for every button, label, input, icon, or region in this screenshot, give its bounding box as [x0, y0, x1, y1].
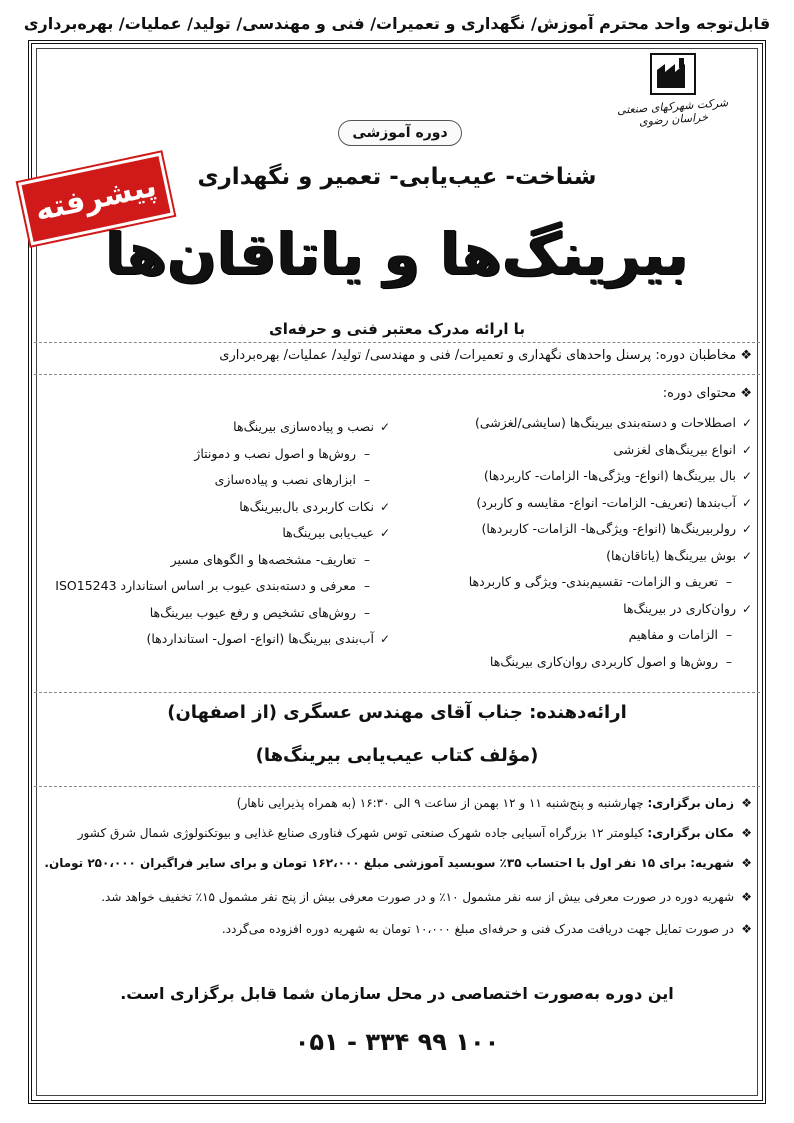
inhouse-note: این دوره به‌صورت اختصاصی در محل سازمان شما قابل برگزاری است.	[120, 984, 674, 1003]
content-item	[44, 416, 390, 443]
diamond-bullet-icon: ❖	[736, 386, 752, 401]
content-item-text: الزامات و مفاهیم	[628, 627, 718, 642]
presenter: ارائه‌دهنده: جناب آقای مهندس عسگری (از اصفهان)	[167, 702, 627, 723]
check-icon: ✓	[379, 499, 390, 514]
diamond-bullet-icon: ❖	[736, 348, 752, 363]
diamond-bullet-icon: ❖	[741, 922, 752, 936]
content-item-text: رولربیرینگ‌ها (انواع- ویژگی‌ها- الزامات- کاربردها)	[481, 521, 736, 536]
flyer-frame	[28, 40, 766, 1104]
content-item	[412, 518, 752, 545]
content-item	[412, 492, 752, 519]
check-icon: ✓	[379, 420, 390, 434]
content-item-text: روش‌ها و اصول نصب و دمونتاژ	[194, 445, 356, 461]
dash-icon: –	[726, 654, 732, 669]
content-item	[412, 651, 752, 678]
content-item	[412, 412, 752, 439]
check-icon: ✓	[741, 442, 752, 457]
dash-icon: –	[726, 628, 732, 642]
dash-icon: –	[364, 473, 370, 487]
content-item	[44, 496, 390, 523]
info-discount: ❖شهریه دوره در صورت معرفی بیش از سه نفر مشمول ۱۰٪ و در صورت معرفی بیش از پنج نفر مشمول ۱۵٪ تخفیف خواهد شد.	[101, 890, 752, 904]
certificate-note: با ارائه مدرک معتبر فنی و حرفه‌ای	[269, 320, 525, 338]
course-subtitle: شناخت- عیب‌یابی- تعمیر و نگهداری	[197, 164, 597, 190]
dash-icon: –	[726, 575, 732, 589]
info-place: ❖مکان برگزاری: کیلومتر ۱۲ بزرگراه آسیایی جاده شهرک صنعتی توس شهرک فناوری صنایع غذایی و بیوتکنولوژی شمال شرق کشور	[77, 826, 752, 840]
content-item-text: نکات کاربردی بال‌بیرینگ‌ها	[239, 498, 374, 514]
content-item-text: بال بیرینگ‌ها (انواع- ویژگی‌ها- الزامات- کاربردها)	[483, 468, 736, 483]
info-extra: ❖در صورت تمایل جهت دریافت مدرک فنی و حرفه‌ای مبلغ ۱۰،۰۰۰ تومان به شهریه دوره افزوده می‌گردد.	[221, 922, 752, 936]
content-item	[412, 545, 752, 572]
content-column-right	[412, 412, 752, 677]
check-icon: ✓	[741, 416, 752, 430]
check-icon: ✓	[379, 526, 390, 540]
content-item-text: ابزارهای نصب و پیاده‌سازی	[214, 472, 356, 487]
content-item-text: تعاریف- مشخصه‌ها و الگوهای مسیر	[170, 551, 356, 567]
divider	[34, 374, 760, 375]
check-icon: ✓	[741, 495, 752, 510]
divider	[34, 342, 760, 343]
content-item	[44, 549, 390, 576]
course-title: بیرینگ‌ها و یاتاقان‌ها	[105, 220, 689, 288]
divider	[34, 692, 760, 693]
check-icon: ✓	[741, 548, 752, 563]
content-item	[412, 571, 752, 598]
check-icon: ✓	[379, 632, 390, 646]
check-icon: ✓	[741, 522, 752, 536]
audience-line: ❖ مخاطبان دوره: پرسنل واحدهای نگهداری و تعمیرات/ فنی و مهندسی/ تولید/ عملیات/ بهره‌برداری	[219, 348, 752, 363]
content-item	[44, 602, 390, 629]
content-item	[44, 628, 390, 655]
content-item	[44, 443, 390, 470]
content-item-text: آب‌بندها (تعریف- الزامات- انواع- مقایسه و کاربرد)	[476, 494, 736, 510]
dash-icon: –	[364, 605, 370, 620]
company-logo	[608, 52, 738, 136]
diamond-bullet-icon: ❖	[741, 890, 752, 904]
content-item-text: نصب و پیاده‌سازی بیرینگ‌ها	[233, 419, 374, 434]
content-item-text: روش‌های تشخیص و رفع عیوب بیرینگ‌ها	[149, 604, 356, 620]
advanced-stamp: پیشرفته	[22, 156, 171, 242]
content-item-text: روان‌کاری در بیرینگ‌ها	[623, 600, 736, 616]
content-item-text: انواع بیرینگ‌های لغزشی	[613, 441, 736, 457]
content-item-text: بوش بیرینگ‌ها (یاتاقان‌ها)	[606, 547, 736, 563]
content-item-text: عیب‌یابی بیرینگ‌ها	[282, 525, 374, 540]
phone-number[interactable]: ۰۵۱ - ۳۳۴ ۹۹ ۱۰۰	[294, 1028, 500, 1056]
content-heading: ❖ محتوای دوره:	[662, 386, 752, 401]
factory-shield-icon	[649, 52, 697, 96]
info-time: ❖زمان برگزاری: چهارشنبه و پنج‌شنبه ۱۱ و ۱۲ بهمن از ساعت ۹ الی ۱۶:۳۰ (به همراه پذیرایی ناهار)	[236, 796, 752, 810]
diamond-bullet-icon: ❖	[741, 796, 752, 810]
info-fee: ❖شهریه: برای ۱۵ نفر اول با احتساب ۳۵٪ سوبسید آموزشی مبلغ ۱۶۲،۰۰۰ تومان و برای سایر فراگیران ۲۵۰،۰۰۰ تومان.	[44, 856, 752, 870]
content-column-left	[44, 416, 390, 655]
diamond-bullet-icon: ❖	[741, 856, 752, 870]
content-item	[412, 624, 752, 651]
content-item	[412, 598, 752, 625]
content-item-text: آب‌بندی بیرینگ‌ها (انواع- اصول- استانداردها)	[146, 631, 374, 646]
dash-icon: –	[364, 579, 370, 593]
check-icon: ✓	[741, 601, 752, 616]
course-badge: دوره آموزشی	[338, 120, 462, 146]
content-item	[44, 469, 390, 496]
content-item-text: روش‌ها و اصول کاربردی روان‌کاری بیرینگ‌ها	[489, 653, 718, 669]
content-item-text: تعریف و الزامات- تقسیم‌بندی- ویژگی و کاربردها	[468, 574, 718, 589]
content-item	[412, 439, 752, 466]
logo-text: شرکت شهرکهای صنعتی خراسان رضوی	[616, 96, 729, 129]
diamond-bullet-icon: ❖	[741, 826, 752, 840]
top-note: قابل‌توجه واحد محترم آموزش/ نگهداری و تعمیرات/ فنی و مهندسی/ تولید/ عملیات/ بهره‌برداری	[23, 14, 771, 33]
content-item-text: معرفی و دسته‌بندی عیوب بر اساس استاندارد ISO15243	[55, 578, 356, 593]
content-item	[412, 465, 752, 492]
presenter-book: (مؤلف کتاب عیب‌یابی بیرینگ‌ها)	[255, 745, 539, 766]
content-item-text: اصطلاحات و دسته‌بندی بیرینگ‌ها (سایشی/لغزشی)	[474, 415, 736, 430]
divider	[34, 786, 760, 787]
check-icon: ✓	[741, 469, 752, 483]
content-item	[44, 575, 390, 602]
dash-icon: –	[364, 552, 370, 567]
content-item	[44, 522, 390, 549]
dash-icon: –	[364, 446, 370, 461]
